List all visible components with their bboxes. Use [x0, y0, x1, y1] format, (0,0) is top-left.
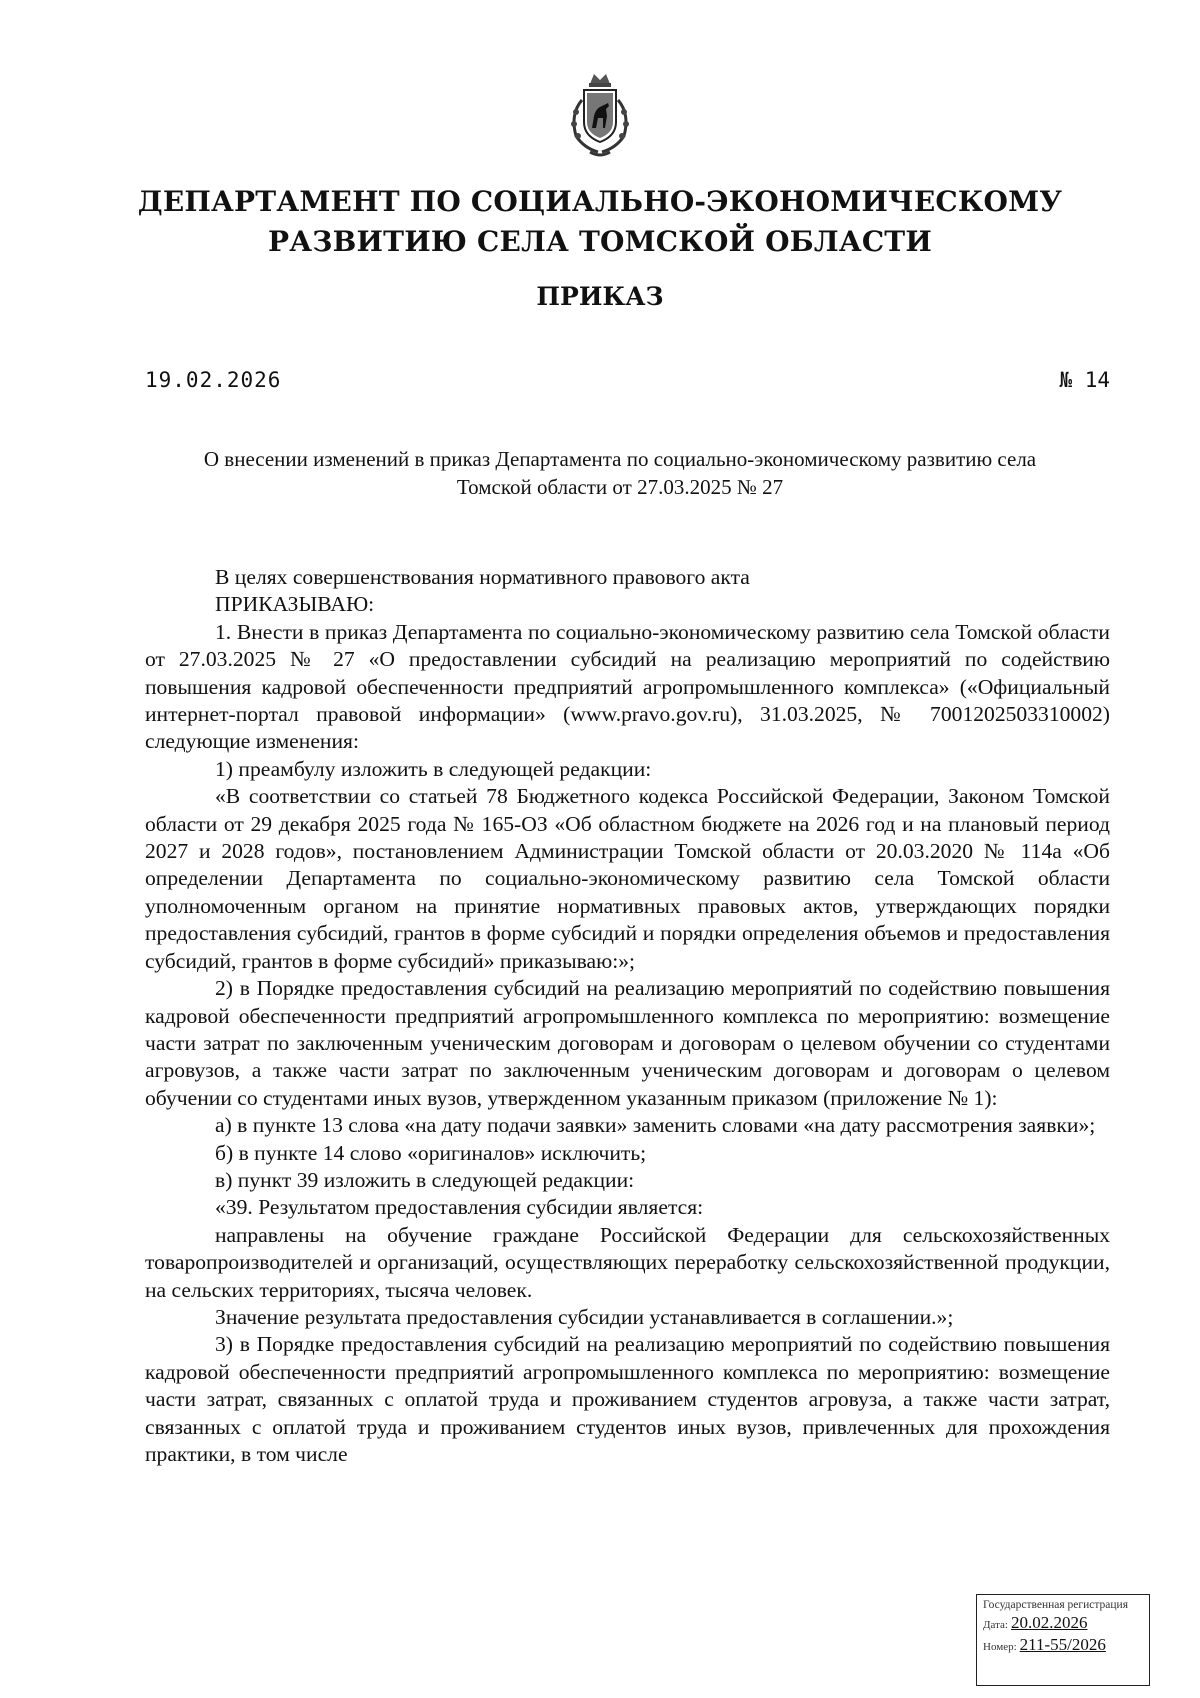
subject-line1: О внесении изменений в приказ Департамента по социально-экономическому развитию села — [203, 447, 1037, 471]
body-paragraph: направлены на обучение граждане Российской Федерации для сельскохозяйственных товаропроизводителей и организаций, осуществляющих переработку сельскохозяйственной продукции, на сельских территориях, тысяча человек. — [145, 1222, 1110, 1302]
body-paragraph: 3) в Порядке предоставления субсидий на реализацию мероприятий по содействию повышения кадровой обеспеченности предприятий агропромышленного комплекса по мероприятию: возмещение части затрат, связанных с оплатой труда и проживанием студентов агровуза, а также части затрат, связанных с оплатой труда и проживанием студентов иных вузов, привлеченных для прохождения практики, в том числе — [145, 1332, 1110, 1466]
registration-date-value: 20.02.2026 — [1010, 1613, 1088, 1632]
document-type: ПРИКАЗ — [536, 282, 664, 311]
registration-stamp — [976, 1594, 1150, 1686]
registration-number-value: 211-55/2026 — [1019, 1635, 1106, 1654]
body-paragraph: 1) преамбулу изложить в следующей редакции: — [215, 756, 652, 781]
body-paragraph: в) пункт 39 изложить в следующей редакции: — [215, 1167, 635, 1192]
registration-date-label: Дата: — [983, 1619, 1008, 1631]
registration-title: Государственная регистрация — [983, 1599, 1128, 1611]
subject-line2: Томской области от 27.03.2025 № 27 — [456, 475, 784, 499]
registration-number-label: Номер: — [983, 1641, 1017, 1653]
department-name-line2: РАЗВИТИЮ СЕЛА ТОМСКОЙ ОБЛАСТИ — [267, 225, 933, 258]
department-name-line1: ДЕПАРТАМЕНТ ПО СОЦИАЛЬНО-ЭКОНОМИЧЕСКОМУ — [137, 185, 1063, 218]
document-number: № 14 — [1059, 368, 1110, 392]
registration-date-row — [983, 1613, 1143, 1633]
tomsk-coat-of-arms-icon — [564, 70, 636, 160]
document-subject — [130, 445, 1110, 501]
body-paragraph: а) в пункте 13 слова «на дату подачи заявки» заменить словами «на дату рассмотрения заявки»; — [215, 1113, 1096, 1138]
registration-number-row — [983, 1635, 1143, 1655]
body-paragraph: 1. Внести в приказ Департамента по социально-экономическому развитию села Томской области от 27.03.2025 № 27 «О предоставлении субсидий на реализацию мероприятий по содействию повышения кадровой обеспеченности предприятий агропромышленного комплекса» («Официальный интернет-портал правовой информации» (www.pravo.gov.ru), 31.03.2025, № 7001202503310002) следующие изменения: — [145, 619, 1110, 754]
body-paragraph: В целях совершенствования нормативного правового акта — [215, 565, 750, 589]
body-paragraph: «39. Результатом предоставления субсидии является: — [215, 1195, 704, 1220]
body-paragraph: ПРИКАЗЫВАЮ: — [215, 592, 375, 617]
body-paragraph: 2) в Порядке предоставления субсидий на реализацию мероприятий по содействию повышения кадровой обеспеченности предприятий агропромышленного комплекса по мероприятию: возмещение части затрат по заключенным ученическим договорам и договорам о целевом обучении со студентами агровузов, а также части затрат по заключенным ученическим договорам и договорам о целевом обучении со студентами иных вузов, утвержденном указанным приказом (приложение № 1): — [145, 976, 1110, 1110]
document-date: 19.02.2026 — [145, 368, 282, 392]
document-body — [145, 564, 1110, 1468]
department-name — [100, 182, 1100, 262]
body-paragraph: Значение результата предоставления субсидии устанавливается в соглашении.»; — [215, 1304, 954, 1329]
body-paragraph: б) в пункте 14 слово «оригиналов» исключить; — [215, 1140, 647, 1165]
body-paragraph: «В соответствии со статьей 78 Бюджетного кодекса Российской Федерации, Законом Томской области от 29 декабря 2025 года № 165-ОЗ «Об областном бюджете на 2026 год и на плановый период 2027 и 2028 годов», постановлением Администрации Томской области от 20.03.2020 № 114а «Об определении Департамента по социально-экономическому развитию села Томской области уполномоченным органом на принятие нормативных правовых актов, утверждающих порядки предоставления субсидий, грантов в форме субсидий и порядки определения объемов и предоставления субсидий, грантов в форме субсидий» приказываю:»; — [145, 784, 1110, 973]
